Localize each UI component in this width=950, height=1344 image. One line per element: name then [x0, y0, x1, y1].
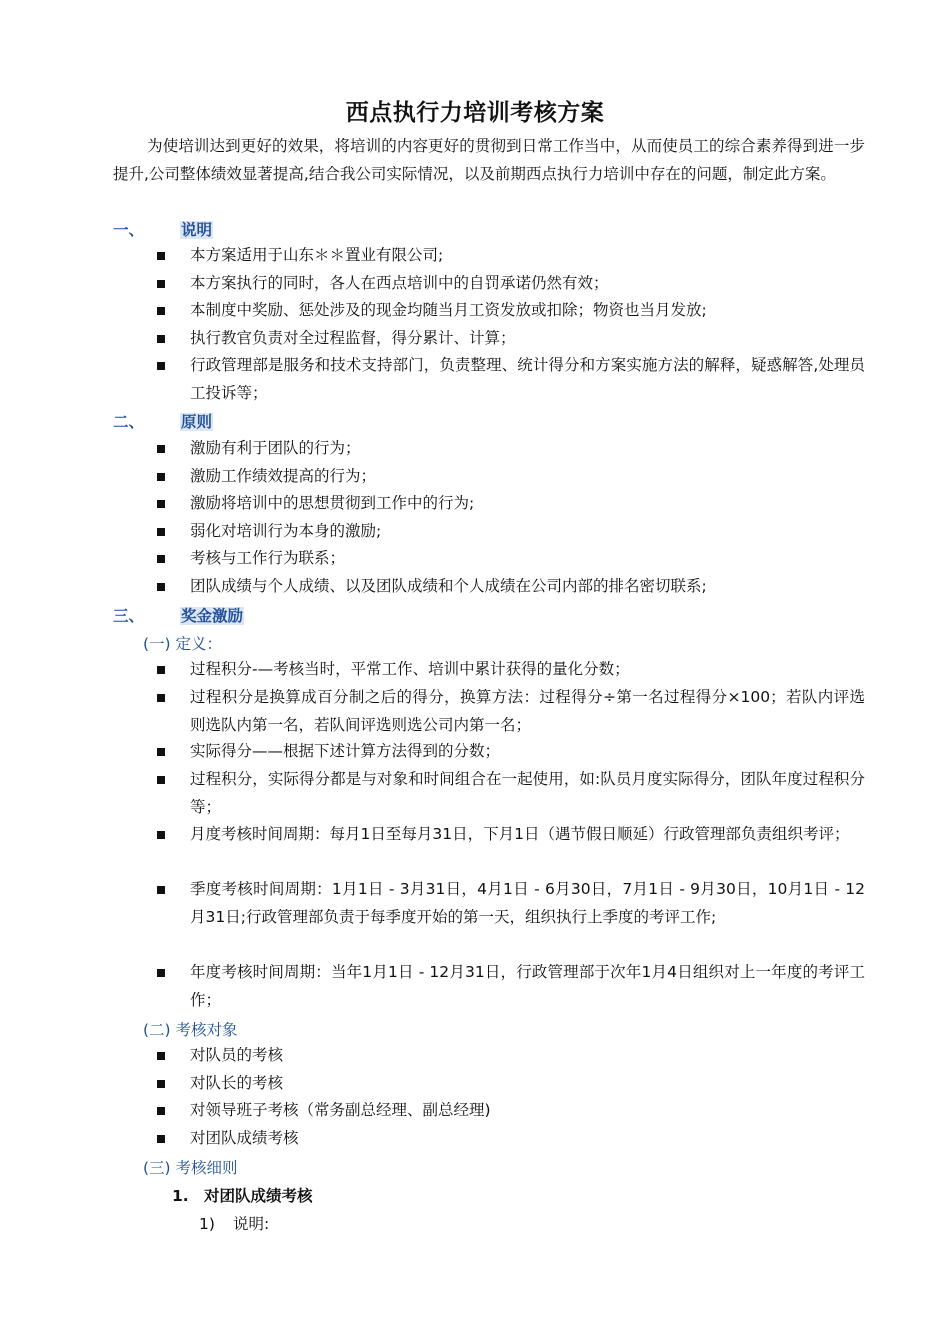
intro-paragraph: 为使培训达到更好的效果，将培训的内容更好的贯彻到日常工作当中，从而使员工的综合素养得到进一步提升,公司整体绩效显著提高,结合我公司实际情况，以及前期西点执行力培训中存在的问题，制定此方案。 [113, 137, 865, 183]
list-item: 过程积分是换算成百分制之后的得分，换算方法：过程得分÷第一名过程得分×100；若队内评选则选队内第一名，若队间评选则选公司内第一名； [157, 684, 865, 739]
bullet-square-icon [157, 445, 165, 453]
bullet-square-icon [157, 335, 165, 343]
bullet-square-icon [157, 555, 165, 563]
subsection-heading-targets: (二) 考核对象 [143, 1021, 238, 1039]
list-item: 弱化对培训行为本身的激励; [157, 518, 865, 546]
list-item: 团队成绩与个人成绩、以及团队成绩和个人成绩在公司内部的排名密切联系; [157, 573, 865, 601]
bullet-square-icon [157, 1107, 165, 1115]
bullet-square-icon [157, 694, 165, 702]
bullet-square-icon [157, 280, 165, 288]
list-item: 激励有利于团队的行为； [157, 435, 865, 463]
list-item: 对队员的考核 [157, 1042, 865, 1070]
bullet-square-icon [157, 1135, 165, 1143]
list-item: 对队长的考核 [157, 1070, 865, 1098]
numbered-subheading: 1) 说明: [199, 1215, 270, 1233]
list-item: 月度考核时间周期：每月1日至每月31日，下月1日（遇节假日顺延）行政管理部负责组织考评； [157, 821, 865, 849]
numbered-heading: 1. 对团队成绩考核 [172, 1187, 313, 1205]
section-heading-2: 二、 原则 [113, 413, 213, 431]
section-heading-3: 三、 奖金激励 [113, 607, 244, 625]
list-item: 行政管理部是服务和技术支持部门，负责整理、统计得分和方案实施方法的解释，疑惑解答,处理员工投诉等； [157, 352, 865, 407]
document-title: 西点执行力培训考核方案 [345, 100, 605, 126]
bullet-square-icon [157, 252, 165, 260]
bullet-square-icon [157, 307, 165, 315]
bullet-square-icon [157, 528, 165, 536]
list-item: 执行教官负责对全过程监督，得分累计、计算； [157, 325, 865, 353]
list-item: 季度考核时间周期：1月1日 - 3月31日，4月1日 - 6月30日，7月1日 - 9月30日，10月1日 - 12月31日;行政管理部负责于每季度开始的第一天，组织执行上季度的考评工作; [157, 876, 865, 931]
bullet-square-icon [157, 1080, 165, 1088]
subsection-heading-definitions: (一) 定义： [143, 635, 223, 653]
bullet-square-icon [157, 886, 165, 894]
bullet-square-icon [157, 583, 165, 591]
list-item: 激励将培训中的思想贯彻到工作中的行为; [157, 490, 865, 518]
list-item: 本制度中奖励、惩处涉及的现金均随当月工资发放或扣除；物资也当月发放; [157, 297, 865, 325]
list-item: 对领导班子考核（常务副总经理、副总经理) [157, 1097, 865, 1125]
bullet-square-icon [157, 362, 165, 370]
bullet-square-icon [157, 776, 165, 784]
list-item: 过程积分-—考核当时，平常工作、培训中累计获得的量化分数； [157, 656, 865, 684]
bullet-square-icon [157, 969, 165, 977]
list-item: 本方案适用于山东＊＊置业有限公司; [157, 242, 865, 270]
bullet-square-icon [157, 748, 165, 756]
list-item: 本方案执行的同时，各人在西点培训中的自罚承诺仍然有效； [157, 270, 865, 298]
subsection-heading-rules: (三) 考核细则 [143, 1159, 238, 1177]
list-item: 激励工作绩效提高的行为； [157, 463, 865, 491]
bullet-square-icon [157, 473, 165, 481]
list-item: 过程积分，实际得分都是与对象和时间组合在一起使用，如:队员月度实际得分，团队年度过程积分等； [157, 766, 865, 821]
list-item: 对团队成绩考核 [157, 1125, 865, 1153]
list-item: 年度考核时间周期：当年1月1日 - 12月31日，行政管理部于次年1月4日组织对上一年度的考评工作； [157, 959, 865, 1014]
list-item: 实际得分——根据下述计算方法得到的分数； [157, 738, 865, 766]
bullet-square-icon [157, 666, 165, 674]
bullet-square-icon [157, 1052, 165, 1060]
bullet-square-icon [157, 831, 165, 839]
section-heading-1: 一、 说明 [113, 221, 213, 239]
list-item: 考核与工作行为联系； [157, 545, 865, 573]
bullet-square-icon [157, 500, 165, 508]
